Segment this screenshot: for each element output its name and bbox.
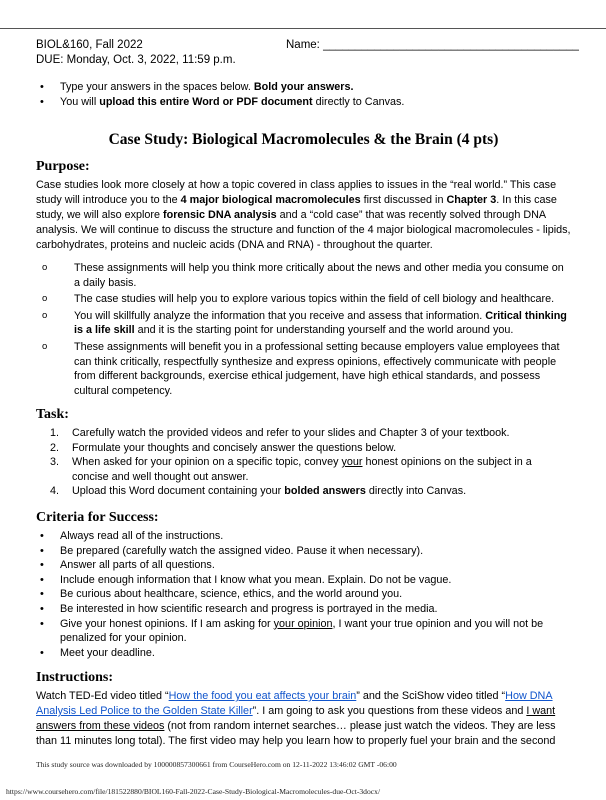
list-item: o You will skillfully analyze the information that you receive and assess that information. Critical thinking is a life skill and it is the starting point for understanding yourself and the world around you. xyxy=(36,309,571,338)
list-item: • Always read all of the instructions. xyxy=(36,529,571,544)
list-item: • Be interested in how scientific research and progress is portrayed in the media. xyxy=(36,602,571,617)
list-item: • Type your answers in the spaces below. Bold your answers. xyxy=(36,80,571,95)
task-heading: Task: xyxy=(36,407,69,422)
food-brain-video-link[interactable]: How the food you eat affects your brain xyxy=(168,690,357,702)
list-item: o These assignments will help you think more critically about the news and other media you consume on a daily basis. xyxy=(36,261,571,290)
list-item: • Meet your deadline. xyxy=(36,646,571,661)
intro-bullets xyxy=(36,80,571,109)
dna-analysis-video-link[interactable]: How DNA Analysis Led Police to the Golden State Killer xyxy=(36,690,553,717)
purpose-points xyxy=(36,261,571,398)
instructions-heading: Instructions: xyxy=(36,670,114,685)
task-list xyxy=(36,426,571,499)
list-item: 3. When asked for your opinion on a specific topic, convey your honest opinions on the subject in a concise and well thought out answer. xyxy=(50,456,532,483)
name-field: Name: ________________________________________ xyxy=(286,39,579,51)
due-date: DUE: Monday, Oct. 3, 2022, 11:59 p.m. xyxy=(36,54,236,66)
document-title: Case Study: Biological Macromolecules & the Brain (4 pts) xyxy=(108,131,499,148)
list-item: • Answer all parts of all questions. xyxy=(36,558,571,573)
list-item: 4. Upload this Word document containing your bolded answers directly into Canvas. xyxy=(50,485,467,498)
list-item: 2. Formulate your thoughts and concisely answer the questions below. xyxy=(50,441,397,454)
list-item: o The case studies will help you to explore various topics within the field of cell biology and healthcare. xyxy=(36,292,571,307)
criteria-list xyxy=(36,529,571,660)
list-item: • Be prepared (carefully watch the assigned video. Pause it when necessary). xyxy=(36,544,571,559)
list-item: 1. Carefully watch the provided videos and refer to your slides and Chapter 3 of your textbook. xyxy=(50,427,510,439)
list-item: • Include enough information that I know what you mean. Explain. Do not be vague. xyxy=(36,573,571,588)
header-rule xyxy=(0,28,606,29)
list-item: o These assignments will benefit you in a professional setting because employers value employees that can think critically, respectfully synthesize and express opinions, effectively communicate with people from different backgrounds, exercise ethical judgement, have high ethical standards, and possess cultural competency. xyxy=(36,340,571,398)
purpose-heading: Purpose: xyxy=(36,159,90,174)
source-url[interactable]: https://www.coursehero.com/file/181522880/BIOL160-Fall-2022-Case-Study-Biological-Macromolecules-due-Oct-3docx/ xyxy=(6,787,381,796)
instructions-paragraph: Watch TED-Ed video titled “How the food you eat affects your brain” and the SciShow video titled “How DNA Analysis Led Police to the Golden State Killer”. I am going to ask you questions from these videos and I want answers from these videos (not from random internet searches… please just watch the videos. They are less than 11 minutes long total). The first video may help you learn how to properly fuel your brain and the second xyxy=(36,690,556,747)
list-item: • Give your honest opinions. If I am asking for your opinion, I want your true opinion and you will not be penalized for your opinion. xyxy=(36,617,571,646)
list-item: • You will upload this entire Word or PDF document directly to Canvas. xyxy=(36,95,571,110)
purpose-paragraph: Case studies look more closely at how a topic covered in class applies to issues in the “real world.” This case study will introduce you to the 4 major biological macromolecules first discussed in Chapter 3. In this case study, we will also explore forensic DNA analysis and a “cold case” that was recently solved through DNA analysis. We will continue to discuss the structure and function of the 4 major biological macromolecules - lipids, carbohydrates, proteins and nucleic acids (DNA and RNA) - throughout the quarter. xyxy=(36,179,571,251)
course-label: BIOL&160, Fall 2022 xyxy=(36,39,143,51)
download-notice: This study source was downloaded by 100000857300661 from CourseHero.com on 12-11-2022 13:46:02 GMT -06:00 xyxy=(36,760,397,769)
list-item: • Be curious about healthcare, science, ethics, and the world around you. xyxy=(36,587,571,602)
criteria-heading: Criteria for Success: xyxy=(36,510,159,525)
